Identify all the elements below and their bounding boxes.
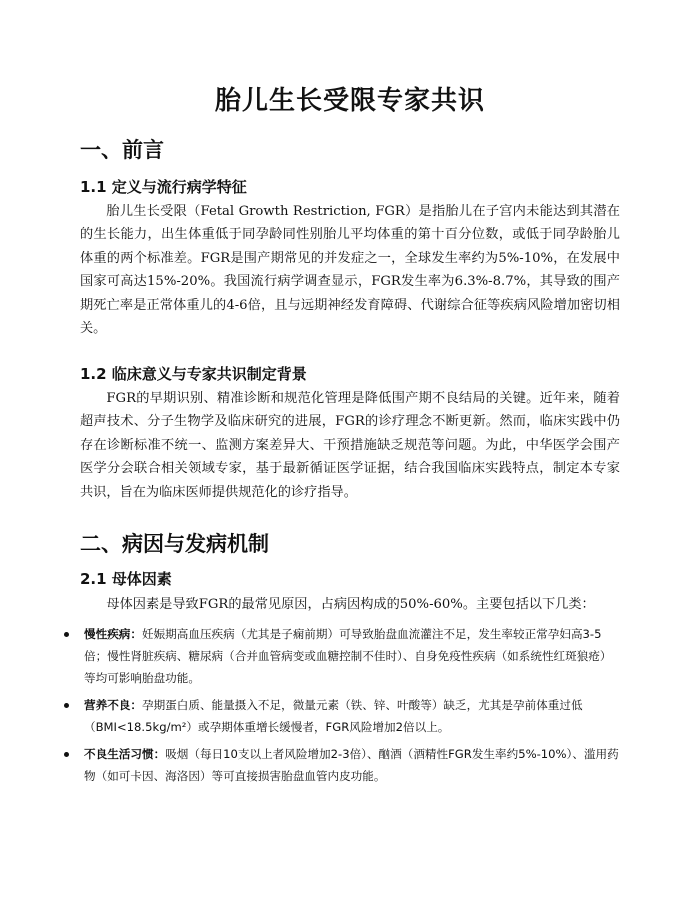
bullet-text: 吸烟（每日10支以上者风险增加2-3倍）、酗酒（酒精性FGR发生率约5%-10%）、滥用药物（如可卡因、海洛因）等可直接损害胎盘血管内皮功能。	[84, 747, 619, 783]
bullet-text: 孕期蛋白质、能量摄入不足，微量元素（铁、锌、叶酸等）缺乏，尤其是孕前体重过低（BMI<18.5kg/m²）或孕期体重增长缓慢者，FGR风险增加2倍以上。	[84, 698, 583, 734]
bullet-icon	[64, 632, 69, 637]
subsection-heading-clinical-significance: 1.2 临床意义与专家共识制定背景	[80, 365, 307, 383]
maternal-factors-list	[62, 623, 622, 792]
subsection-heading-maternal-factors: 2.1 母体因素	[80, 570, 172, 588]
bullet-icon	[64, 752, 69, 757]
paragraph-maternal-factors: 母体因素是导致FGR的最常见原因，占病因构成的50%-60%。主要包括以下几类：	[106, 597, 595, 612]
bullet-text: 妊娠期高血压疾病（尤其是子痫前期）可导致胎盘血流灌注不足，发生率较正常孕妇高3-5倍；慢性肾脏疾病、糖尿病（合并血管病变或血糖控制不佳时）、自身免疫性疾病（如系统性红斑狼疮）等均可影响胎盘功能。	[84, 627, 612, 685]
section-heading-etiology: 二、病因与发病机制	[80, 532, 269, 556]
paragraph-clinical-significance: FGR的早期识别、精准诊断和规范化管理是降低围产期不良结局的关键。近年来，随着超声技术、分子生物学及临床研究的进展，FGR的诊疗理念不断更新。然而，临床实践中仍存在诊断标准不统一、监测方案差异大、干预措施缺乏规范等问题。为此，中华医学会围产医学分会联合相关领域专家，基于最新循证医学证据，结合我国临床实践特点，制定本专家共识，旨在为临床医师提供规范化的诊疗指导。	[80, 391, 620, 500]
section-heading-preface: 一、前言	[80, 138, 164, 162]
bullet-term: 营养不良：	[84, 698, 142, 712]
bullet-term: 不良生活习惯：	[84, 747, 166, 761]
subsection-heading-definition: 1.1 定义与流行病学特征	[80, 178, 247, 196]
paragraph-definition: 胎儿生长受限（Fetal Growth Restriction, FGR）是指胎儿在子宫内未能达到其潜在的生长能力，出生体重低于同孕龄同性别胎儿平均体重的第十百分位数，或低于同孕龄胎儿体重的两个标准差。FGR是围产期常见的并发症之一，全球发生率约为5%-10%，在发展中国家可高达15%-20%。我国流行病学调查显示，FGR发生率为6.3%-8.7%，其导致的围产期死亡率是正常体重儿的4-6倍，且与远期神经发育障碍、代谢综合征等疾病风险增加密切相关。	[80, 204, 620, 337]
document-title: 胎儿生长受限专家共识	[214, 86, 485, 116]
list-item	[62, 623, 622, 689]
bullet-icon	[64, 703, 69, 708]
list-item	[62, 743, 622, 787]
list-item	[62, 694, 622, 738]
bullet-term: 慢性疾病：	[84, 627, 142, 641]
